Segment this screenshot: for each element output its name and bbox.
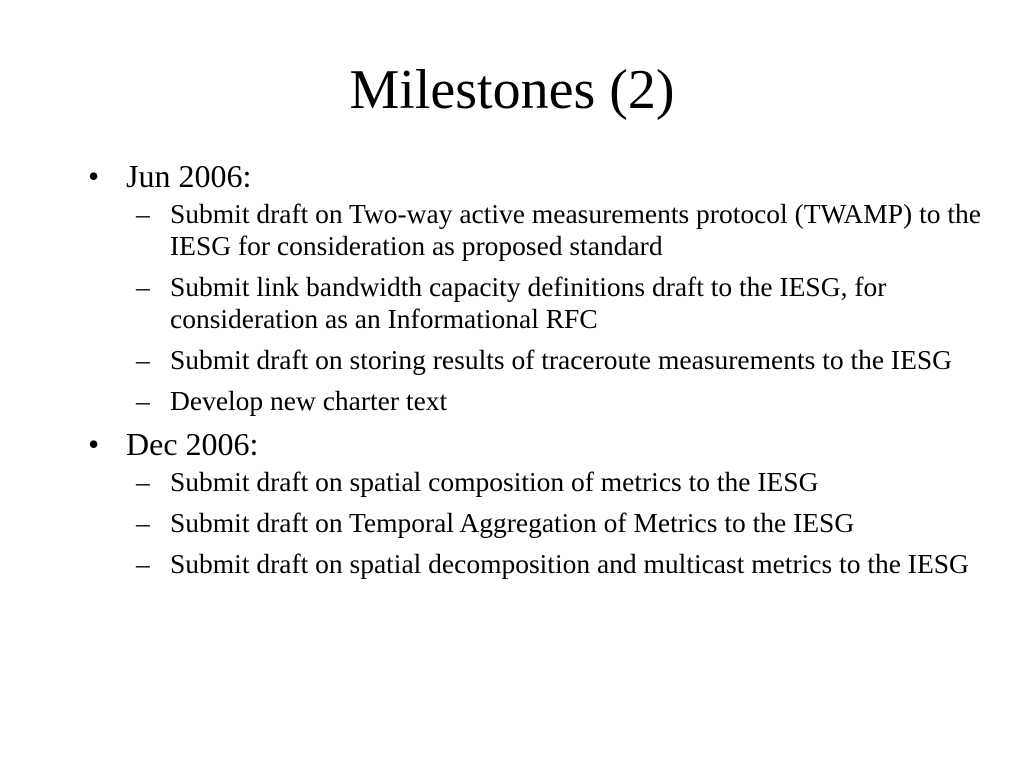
section-heading-label: Dec 2006: [126, 426, 259, 462]
dash-icon: – [136, 466, 150, 497]
section-heading-label: Jun 2006: [126, 158, 252, 194]
list-item-text: Submit draft on storing results of traceroute measurements to the IESG [170, 344, 953, 375]
dash-icon: – [136, 271, 150, 302]
bullet-icon: • [88, 426, 100, 462]
dash-icon: – [136, 507, 150, 538]
list-item [82, 548, 1012, 580]
dash-icon: – [136, 385, 150, 416]
list-item [82, 198, 1012, 262]
slide-title: Milestones (2) [349, 59, 675, 121]
section-heading-dec-2006 [82, 426, 1012, 462]
list-item-text: Submit draft on spatial decomposition and multicast metrics to the IESG [170, 548, 969, 579]
bullet-icon: • [88, 158, 100, 194]
dash-icon: – [136, 344, 150, 375]
slide-content [82, 150, 1012, 589]
list-item-text: Submit draft on spatial composition of metrics to the IESG [170, 466, 819, 497]
list-item [82, 507, 1012, 539]
list-item-text: Submit draft on Temporal Aggregation of Metrics to the IESG [170, 507, 855, 538]
list-item [82, 271, 1012, 335]
list-item-text: Submit draft on Two-way active measurements protocol (TWAMP) to the IESG for consideration as proposed standard [170, 198, 981, 261]
section-items-dec-2006 [82, 466, 1012, 580]
list-item [82, 385, 1012, 417]
dash-icon: – [136, 198, 150, 229]
section-heading-jun-2006 [82, 158, 1012, 194]
section-items-jun-2006 [82, 198, 1012, 417]
list-item-text: Submit link bandwidth capacity definitions draft to the IESG, for consideration as an Informational RFC [170, 271, 887, 334]
dash-icon: – [136, 548, 150, 579]
list-item [82, 344, 1012, 376]
list-item-text: Develop new charter text [170, 385, 448, 416]
list-item [82, 466, 1012, 498]
